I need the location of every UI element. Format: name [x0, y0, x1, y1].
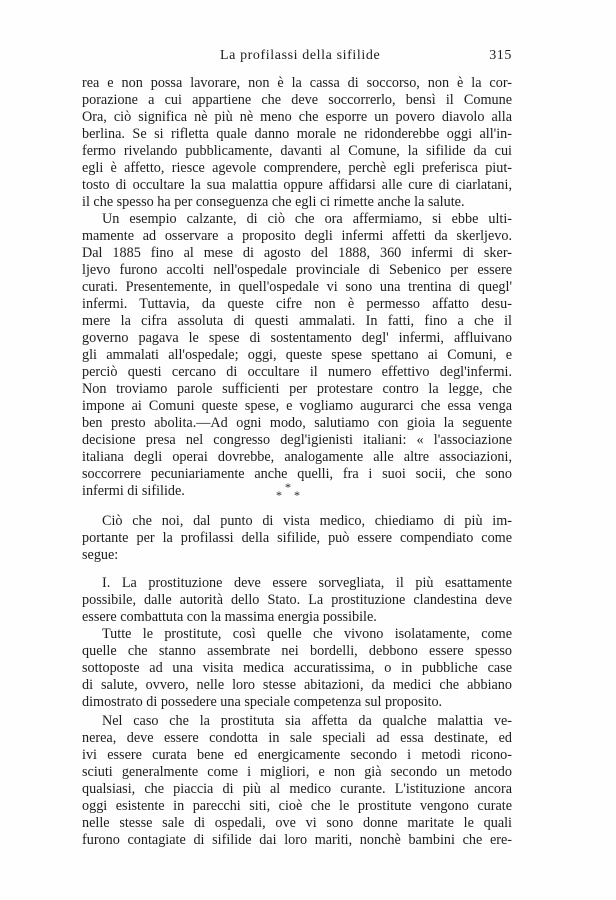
- text-line: nelle stesse sale di ospedali, ove vi sono donne maritate le quali: [82, 815, 512, 831]
- text-line: gli ammalati all'ospedale; oggi, queste spese spettano ai Comuni, e: [82, 347, 512, 363]
- text-line: infermi. Tuttavia, da queste cifre non è permesso affatto desu-: [82, 296, 512, 312]
- text-line: ivi essere curata bene ed energicamente secondo i metodi ricono-: [82, 747, 512, 763]
- text-line: ben presto abolita.—Ad ogni modo, salutiamo con gioia la seguente: [82, 415, 512, 431]
- star-icon: *: [285, 480, 291, 494]
- text-line: il che spesso ha per conseguenza che egli ci rimette anche la salute.: [82, 194, 465, 210]
- text-line: possibile, dalle autorità dello Stato. La prostituzione clandestina deve: [82, 592, 512, 608]
- text-line: Dal 1885 fino al mese di agosto del 1888, 360 infermi di sker-: [82, 245, 512, 261]
- text-line: fermo rivelando pubblicamente, davanti al Comune, la sifilide da cui: [82, 143, 512, 159]
- star-icon: *: [294, 488, 300, 502]
- text-line: dimostrato di possedere una speciale competenza sul proposito.: [82, 694, 443, 710]
- running-title: La profilassi della sifilide: [220, 48, 381, 63]
- text-line: quelle che stanno assembrate nei bordelli, debbono essere spesso: [82, 643, 512, 659]
- text-line: impone ai Comuni queste spese, e vogliamo augurarci che essa venga: [82, 398, 512, 414]
- text-line: sciuti generalmente come i migliori, e non già secondo un metodo: [82, 764, 512, 780]
- text-line: sottoposte ad una visita medica accuratissima, o in pubbliche case: [82, 660, 512, 676]
- text-line: Ora, ciò significa nè più nè meno che esporre un povero diavolo alla: [82, 109, 512, 125]
- text-line: qualsiasi, che piaccia di più al medico curante. L'istituzione ancora: [82, 781, 512, 797]
- text-line: oggi esistente in parecchi siti, cioè che le prostitute vengono curate: [82, 798, 512, 814]
- text-line: soccorrere pecuniariamente anche quelli, fra i suoi socii, che sono: [82, 466, 512, 482]
- text-line: egli è affetto, riesce agevole comprendere, perchè egli preferisca piut-: [82, 160, 512, 176]
- text-line: di salute, ovvero, nelle loro stesse abitazioni, da medici che abbiano: [82, 677, 512, 693]
- text-line: mamente ad osservare a proposito degli infermi affetti da skerljevo.: [82, 228, 512, 244]
- running-head: [82, 48, 512, 68]
- text-line: Ciò che noi, dal punto di vista medico, chiediamo di più im-: [102, 513, 512, 529]
- text-line: I. La prostituzione deve essere sorvegliata, il più esattamente: [102, 575, 512, 591]
- text-line: Tutte le prostitute, così quelle che vivono isolatamente, come: [102, 626, 512, 642]
- text-line: berlina. Se si rifletta quale danno morale ne ridonderebbe oggi all'in-: [82, 126, 512, 142]
- text-line: nerea, deve essere condotta in sale speciali ad essa destinate, ed: [82, 730, 512, 746]
- asterism-divider: [262, 480, 302, 502]
- text-line: porazione a cui appartiene che deve soccorrerlo, bensì il Comune: [82, 92, 512, 108]
- text-line: tosto di occultare la sua malattia oppure affidarsi alle cure di ciarlatani,: [82, 177, 512, 193]
- text-line: ljevo furono accolti nell'ospedale provinciale di Sebenico per essere: [82, 262, 512, 278]
- text-line: segue:: [82, 547, 119, 563]
- text-line: curati. Presentemente, in quell'ospedale vi sono una trentina di quegl': [82, 279, 512, 295]
- page-number: 315: [489, 48, 512, 63]
- text-line: italiana degli operai dovrebbe, analogamente alle altre associazioni,: [82, 449, 512, 465]
- text-line: governo pagava le spese di sostentamento degl' infermi, affluivano: [82, 330, 512, 346]
- text-line: infermi di sifilide.: [82, 483, 185, 499]
- text-line: perciò questi cercano di occultare il numero effettivo degl'infermi.: [82, 364, 512, 380]
- text-line: rea e non possa lavorare, non è la cassa di soccorso, non è la cor-: [82, 75, 512, 91]
- text-line: mere la cifra assoluta di questi ammalati. In fatti, fino a che il: [82, 313, 512, 329]
- text-line: Non troviamo parole sufficienti per protestare contro la legge, che: [82, 381, 512, 397]
- text-line: Un esempio calzante, di ciò che ora affermiamo, si ebbe ulti-: [102, 211, 512, 227]
- text-line: essere combattuta con la massima energia possibile.: [82, 609, 377, 625]
- text-line: Nel caso che la prostituta sia affetta da qualche malattia ve-: [102, 713, 512, 729]
- text-line: decisione presa nel congresso degl'igienisti italiani: « l'associazione: [82, 432, 512, 448]
- star-icon: *: [276, 488, 282, 502]
- text-line: portante per la profilassi della sifilide, può essere compendiato come: [82, 530, 512, 546]
- text-line: furono contagiate di sifilide dai loro mariti, nonchè bambini che ere-: [82, 832, 512, 848]
